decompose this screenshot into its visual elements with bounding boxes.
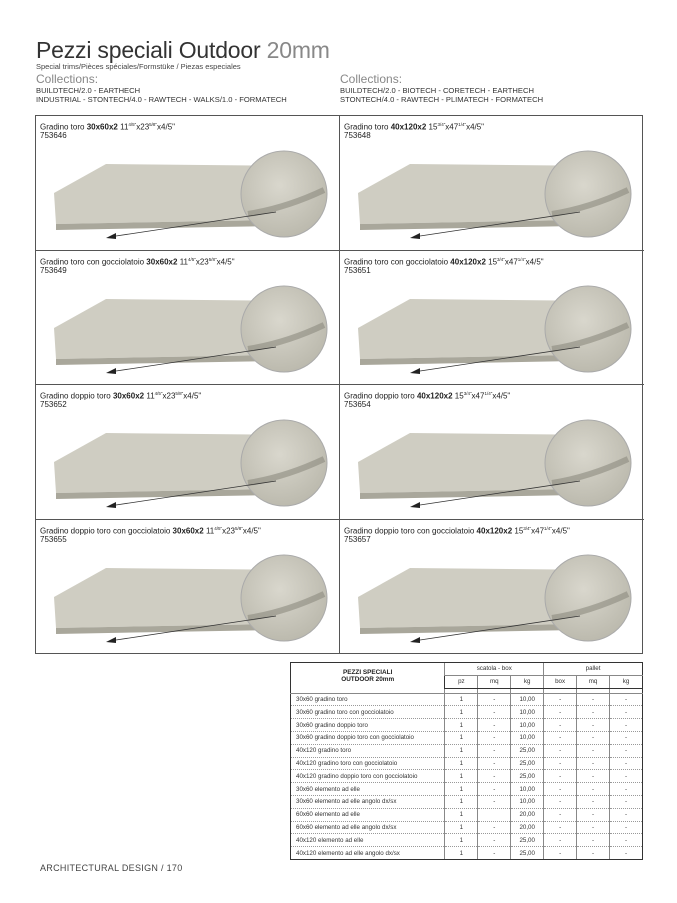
- collections-left: [36, 73, 287, 105]
- cell-kg: 10,00: [511, 693, 544, 706]
- cell-mq2: -: [577, 847, 610, 860]
- col-header-kg-pallet: kg: [609, 675, 642, 688]
- pointer-arrowhead: [106, 637, 116, 643]
- table-row: [291, 770, 643, 783]
- cell-box: -: [544, 808, 577, 821]
- pointer-arrowhead: [106, 368, 116, 374]
- collections-line: STONTECH/4.0 - RAWTECH - PLIMATECH - FORMATECH: [340, 95, 544, 105]
- product-inch-fraction: 3/4": [437, 122, 446, 127]
- product-name: Gradino doppio toro con gocciolatoio: [40, 526, 171, 536]
- cell-kg2: -: [609, 744, 642, 757]
- table-row: [291, 821, 643, 834]
- table-row: [291, 744, 643, 757]
- product-inch: x47: [471, 391, 485, 401]
- cell-mq: -: [478, 719, 511, 732]
- product-inch: x23: [136, 122, 150, 132]
- product-inch: x47: [531, 526, 545, 536]
- product-inch: 15: [488, 257, 498, 267]
- collections-line: BUILDTECH/2.0 - BIOTECH - CORETECH - EARTHECH: [340, 86, 534, 95]
- step-tile-illustration: [340, 116, 644, 251]
- collections-line: INDUSTRIAL - STONTECH/4.0 - RAWTECH - WALKS/1.0 - FORMATECH: [36, 95, 287, 105]
- product-size: 30x60x2: [172, 526, 204, 536]
- product-code: 753655: [40, 534, 67, 544]
- cell-mq: [478, 808, 511, 821]
- pointer-arrowhead: [410, 637, 420, 643]
- table-group-pallet: pallet: [544, 663, 643, 676]
- cell-pz: 1: [445, 731, 478, 744]
- product-inch-fraction: 1/4": [484, 391, 493, 396]
- cell-mq2: -: [577, 706, 610, 719]
- cell-mq2: -: [577, 770, 610, 783]
- col-header-mq-pallet: mq: [577, 675, 610, 688]
- product-inch-fraction: 5/8": [149, 122, 158, 127]
- table-row: [291, 808, 643, 821]
- cell-pz: 1: [445, 744, 478, 757]
- cell-mq2: -: [577, 693, 610, 706]
- product-code: 753648: [344, 131, 371, 140]
- row-name: 60x60 elemento ad elle: [291, 808, 445, 821]
- cell-pz: 1: [445, 821, 478, 834]
- table-row: [291, 847, 643, 860]
- col-header-mq: mq: [478, 675, 511, 688]
- table-title: PEZZI SPECIALI OUTDOOR 20mm: [291, 663, 445, 689]
- cell-kg2: -: [609, 834, 642, 847]
- product-code: 753657: [344, 534, 371, 544]
- pointer-arrowhead: [106, 233, 116, 239]
- row-name: 30x60 gradino toro: [291, 693, 445, 706]
- product-cell: [340, 520, 644, 655]
- table-group-box: scatola - box: [445, 663, 544, 676]
- step-tile-illustration: [340, 385, 644, 520]
- product-inch: x23: [195, 257, 209, 267]
- col-header-box: box: [544, 675, 577, 688]
- cell-mq2: -: [577, 795, 610, 808]
- product-thickness: x4/5": [242, 526, 261, 536]
- page-title: [36, 37, 330, 64]
- product-inch-fraction: 4/5": [154, 391, 163, 396]
- cell-mq: -: [478, 834, 511, 847]
- cell-box: -: [544, 847, 577, 860]
- cell-mq2: -: [577, 808, 610, 821]
- cell-mq: -: [478, 757, 511, 770]
- cell-mq2: -: [577, 757, 610, 770]
- product-cell: [36, 116, 340, 251]
- cell-box: -: [544, 783, 577, 796]
- product-size: 30x60x2: [112, 391, 145, 401]
- step-tile-illustration: [36, 520, 340, 655]
- cell-mq: -: [478, 693, 511, 706]
- title-main: Pezzi speciali Outdoor: [36, 37, 261, 63]
- table-row: [291, 719, 643, 732]
- cell-box: -: [544, 770, 577, 783]
- title-thickness: 20mm: [266, 37, 330, 63]
- row-name: 30x60 gradino doppio toro: [291, 719, 445, 732]
- pointer-arrowhead: [410, 502, 420, 508]
- cell-kg2: -: [609, 757, 642, 770]
- product-inch-fraction: 3/4": [497, 256, 505, 262]
- row-name: 40x120 elemento ad elle: [291, 834, 445, 847]
- table-row: [291, 757, 643, 770]
- product-code: 753649: [40, 265, 67, 275]
- table-row: [291, 693, 643, 706]
- cell-mq: -: [478, 795, 511, 808]
- table-row: [291, 834, 643, 847]
- cell-mq2: -: [577, 719, 610, 732]
- col-header-kg: kg: [511, 675, 544, 688]
- row-name: 30x60 gradino toro con gocciolatoio: [291, 706, 445, 719]
- cell-kg2: -: [609, 847, 642, 860]
- cell-mq: -: [478, 847, 511, 860]
- product-thickness: x4/5": [551, 526, 570, 536]
- cell-box: -: [544, 693, 577, 706]
- cell-box: -: [544, 757, 577, 770]
- packaging-table: [290, 662, 643, 860]
- row-name: 60x60 elemento ad elle angolo dx/sx: [291, 821, 445, 834]
- cell-pz: 1: [445, 706, 478, 719]
- cell-box: -: [544, 719, 577, 732]
- cell-kg: 25,00: [511, 847, 544, 860]
- product-inch-fraction: 1/4": [517, 256, 526, 262]
- cell-pz: 1: [445, 693, 478, 706]
- product-name: Gradino toro con gocciolatoio: [344, 257, 449, 267]
- product-thickness: x4/5": [157, 122, 175, 132]
- product-inch-fraction: 5/8": [235, 525, 243, 531]
- step-tile-illustration: [36, 251, 340, 386]
- product-name: Gradino toro: [40, 122, 85, 132]
- product-inch-fraction: 5/8": [175, 391, 184, 396]
- product-name: Gradino doppio toro: [344, 391, 415, 401]
- product-inch-fraction: 1/4": [458, 122, 467, 127]
- product-inch: 11: [205, 526, 215, 536]
- table-row: [291, 706, 643, 719]
- product-code: 753652: [40, 400, 67, 409]
- product-inch-fraction: 4/5": [188, 256, 196, 262]
- cell-kg: 20,00: [511, 808, 544, 821]
- cell-pz: 1: [445, 795, 478, 808]
- cell-pz: 1: [445, 757, 478, 770]
- product-size: 40x120x2: [450, 257, 486, 267]
- product-inch: 11: [146, 391, 155, 401]
- product-cell: [36, 385, 340, 520]
- product-name: Gradino doppio toro con gocciolatoio: [344, 526, 475, 536]
- collections-right: [340, 73, 543, 105]
- cell-mq: -: [478, 744, 511, 757]
- product-inch: x23: [222, 526, 236, 536]
- product-thickness: x4/5": [466, 122, 485, 132]
- product-inch: x47: [445, 122, 459, 132]
- product-inch-fraction: 3/4": [463, 391, 472, 396]
- cell-box: -: [544, 706, 577, 719]
- cell-box: -: [544, 821, 577, 834]
- table-row: [291, 783, 643, 796]
- product-inch: x23: [162, 391, 176, 401]
- cell-pz: 1: [445, 783, 478, 796]
- page-footer: ARCHITECTURAL DESIGN / 170: [40, 863, 183, 873]
- product-inch-fraction: 5/8": [208, 256, 217, 262]
- product-size: 30x60x2: [86, 122, 118, 132]
- product-name: Gradino doppio toro: [40, 391, 111, 401]
- cell-box: -: [544, 744, 577, 757]
- product-size: 40x120x2: [390, 122, 427, 132]
- row-name: 40x120 gradino doppio toro con gocciolatoio: [291, 770, 445, 783]
- product-inch-fraction: 4/5": [128, 122, 137, 127]
- product-code: 753646: [40, 131, 67, 140]
- cell-mq2: -: [577, 783, 610, 796]
- product-cell: [340, 385, 644, 520]
- product-code: 753654: [344, 400, 371, 409]
- product-name: Gradino toro con gocciolatoio: [40, 257, 145, 267]
- cell-kg: 25,00: [511, 770, 544, 783]
- cell-kg: 10,00: [511, 795, 544, 808]
- cell-mq: -: [478, 770, 511, 783]
- step-tile-illustration: [36, 116, 340, 251]
- cell-kg: 10,00: [511, 706, 544, 719]
- cell-pz: 1: [445, 834, 478, 847]
- cell-kg2: -: [609, 795, 642, 808]
- product-size: 30x60x2: [146, 257, 178, 267]
- product-grid: [35, 115, 643, 654]
- cell-kg2: -: [609, 770, 642, 783]
- row-name: 40x120 elemento ad elle angolo dx/sx: [291, 847, 445, 860]
- product-inch: 15: [454, 391, 464, 401]
- cell-pz: 1: [445, 719, 478, 732]
- cell-kg: 25,00: [511, 834, 544, 847]
- product-name: Gradino toro: [344, 122, 389, 132]
- page-subtitle: Special trims/Pièces spéciales/Formstüke / Piezas especiales: [36, 62, 241, 71]
- cell-pz: 1: [445, 847, 478, 860]
- cell-mq2: -: [577, 731, 610, 744]
- product-inch-fraction: 4/5": [214, 525, 223, 531]
- product-size: 40x120x2: [416, 391, 453, 401]
- row-name: 30x60 elemento ad elle angolo dx/sx: [291, 795, 445, 808]
- product-inch: 15: [428, 122, 438, 132]
- product-size: 40x120x2: [476, 526, 513, 536]
- cell-mq: -: [478, 731, 511, 744]
- cell-mq: -: [478, 821, 511, 834]
- product-inch-fraction: 3/4": [523, 525, 532, 531]
- product-thickness: x4/5": [525, 257, 544, 267]
- cell-kg2: -: [609, 693, 642, 706]
- cell-kg: 10,00: [511, 783, 544, 796]
- step-tile-illustration: [340, 251, 644, 386]
- row-name: 40x120 gradino toro con gocciolatoio: [291, 757, 445, 770]
- cell-kg: 25,00: [511, 744, 544, 757]
- cell-mq: -: [478, 783, 511, 796]
- product-cell: [340, 116, 644, 251]
- pointer-arrowhead: [410, 233, 420, 239]
- product-cell: [36, 251, 340, 386]
- product-code: 753651: [344, 265, 371, 275]
- product-inch: 15: [514, 526, 524, 536]
- product-inch: 11: [179, 257, 188, 267]
- cell-kg2: -: [609, 706, 642, 719]
- collections-line: BUILDTECH/2.0 - EARTHECH: [36, 86, 141, 95]
- cell-box: -: [544, 795, 577, 808]
- collections-heading: Collections:: [340, 72, 403, 86]
- cell-box: -: [544, 834, 577, 847]
- product-cell: [36, 520, 340, 655]
- product-inch: 11: [120, 122, 129, 132]
- pointer-arrowhead: [106, 502, 116, 508]
- cell-mq2: -: [577, 834, 610, 847]
- cell-mq2: -: [577, 821, 610, 834]
- step-tile-illustration: [36, 385, 340, 520]
- row-name: 30x60 elemento ad elle: [291, 783, 445, 796]
- cell-pz: 1: [445, 808, 478, 821]
- product-inch-fraction: 1/4": [544, 525, 552, 531]
- step-tile-illustration: [340, 520, 644, 655]
- cell-kg: 25,00: [511, 757, 544, 770]
- product-thickness: x4/5": [492, 391, 511, 401]
- product-thickness: x4/5": [216, 257, 235, 267]
- pointer-arrowhead: [410, 368, 420, 374]
- row-name: 30x60 gradino doppio toro con gocciolatoio: [291, 731, 445, 744]
- cell-kg: 20,00: [511, 821, 544, 834]
- cell-mq2: -: [577, 744, 610, 757]
- cell-mq: -: [478, 706, 511, 719]
- product-cell: [340, 251, 644, 386]
- cell-kg: 10,00: [511, 731, 544, 744]
- cell-kg2: -: [609, 821, 642, 834]
- table-row: [291, 795, 643, 808]
- table-row: [291, 731, 643, 744]
- cell-kg: 10,00: [511, 719, 544, 732]
- cell-kg2: -: [609, 719, 642, 732]
- col-header-pz: pz: [445, 675, 478, 688]
- row-name: 40x120 gradino toro: [291, 744, 445, 757]
- cell-kg2: -: [609, 808, 642, 821]
- cell-box: -: [544, 731, 577, 744]
- product-inch: x47: [504, 257, 518, 267]
- cell-pz: 1: [445, 770, 478, 783]
- cell-kg2: -: [609, 783, 642, 796]
- product-thickness: x4/5": [183, 391, 202, 401]
- cell-kg2: -: [609, 731, 642, 744]
- collections-heading: Collections:: [36, 72, 99, 86]
